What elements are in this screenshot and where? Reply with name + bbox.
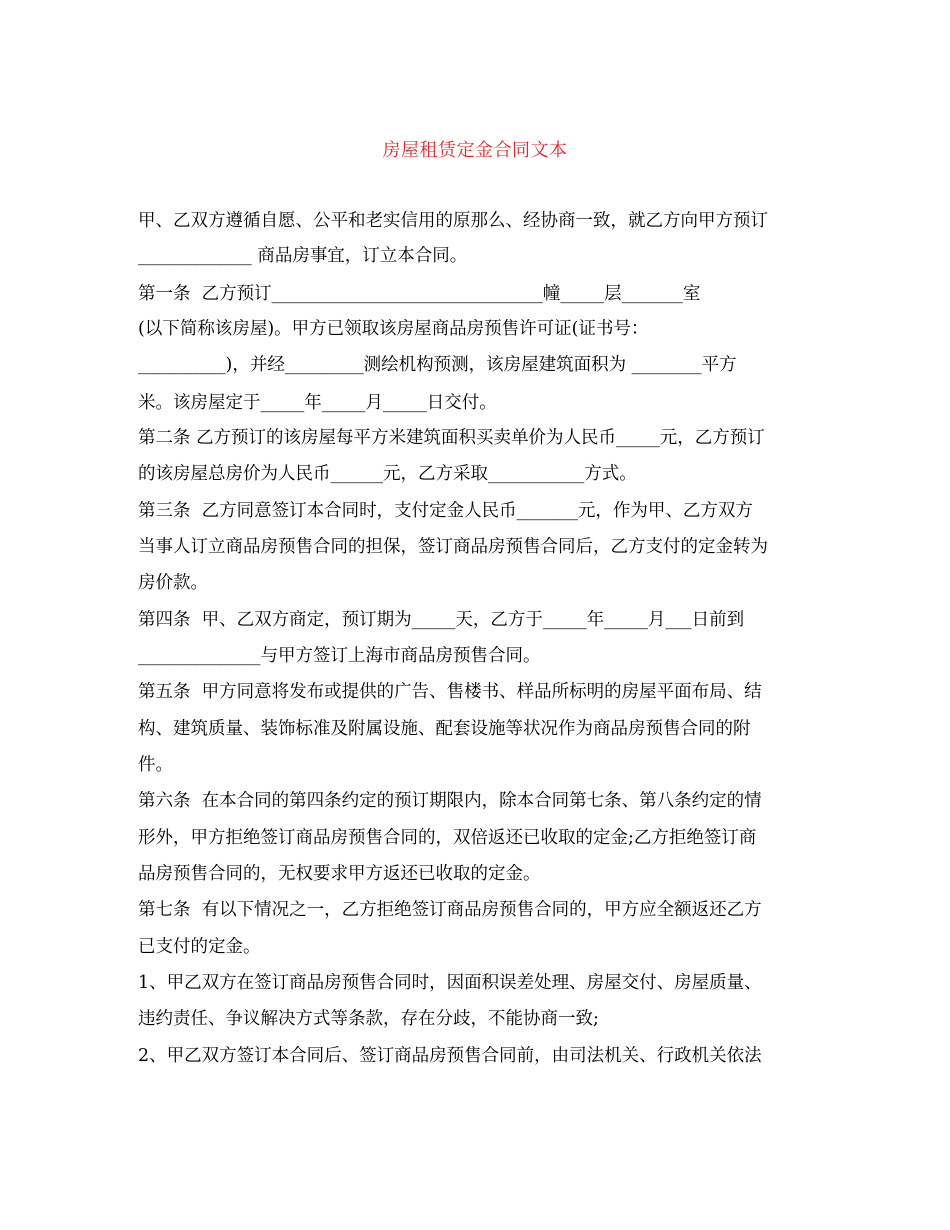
body-line: 第二条 乙方预订的该房屋每平方米建筑面积买卖单价为人民币_____元，乙方预订: [138, 428, 765, 448]
body-line: (以下简称该房屋)。甲方已领取该房屋商品房预售许可证(证书号：: [138, 319, 649, 339]
body-line: 第三条 乙方同意签订本合同时，支付定金人民币_______元，作为甲、乙方双方: [138, 501, 753, 521]
body-line: 已支付的定金。: [138, 937, 261, 957]
body-line: 件。: [138, 755, 173, 775]
body-line: 第七条 有以下情况之一，乙方拒绝签订商品房预售合同的，甲方应全额返还乙方: [138, 900, 762, 920]
body-line: 第六条 在本合同的第四条约定的预订期限内，除本合同第七条、第八条约定的情: [138, 791, 762, 811]
body-line: 1、甲乙双方在签订商品房预售合同时，因面积误差处理、房屋交付、房屋质量、: [138, 973, 762, 993]
body-line: 构、建筑质量、装饰标准及附属设施、配套设施等状况作为商品房预售合同的附: [138, 719, 751, 739]
body-line: 2、甲乙双方签订本合同后、签订商品房预售合同前，由司法机关、行政机关依法: [138, 1046, 762, 1066]
body-line: 米。该房屋定于_____年_____月_____日交付。: [138, 393, 497, 413]
body-line: _____________ 商品房事宜，订立本合同。: [138, 246, 468, 266]
body-line: 当事人订立商品房预售合同的担保，签订商品房预售合同后，乙方支付的定金转为: [138, 537, 768, 557]
body-line: 甲、乙双方遵循自愿、公平和老实信用的原那么、经协商一致，就乙方向甲方预订: [138, 211, 768, 231]
body-line: 第五条 甲方同意将发布或提供的广告、售楼书、样品所标明的房屋平面布局、结: [138, 682, 762, 702]
body-line: 第四条 甲、乙双方商定，预订期为_____天，乙方于_____年_____月___日前到: [138, 610, 745, 630]
body-line: 的该房屋总房价为人民币______元，乙方采取___________方式。: [138, 464, 637, 484]
body-line: 违约责任、争议解决方式等条款，存在分歧，不能协商一致;: [138, 1009, 599, 1029]
body-line: 形外，甲方拒绝签订商品房预售合同的，双倍返还已收取的定金;乙方拒绝签订商: [138, 828, 757, 848]
body-line: 品房预售合同的，无权要求甲方返还已收取的定金。: [138, 864, 541, 884]
body-line: __________)，并经_________测绘机构预测，该房屋建筑面积为 ________平方: [138, 355, 737, 375]
body-line: 房价款。: [138, 573, 208, 593]
document-title: 房屋租赁定金合同文本: [382, 140, 568, 161]
body-line: 第一条 乙方预订_______________________________幢_____层_______室: [138, 284, 701, 304]
body-line: ______________与甲方签订上海市商品房预售合同。: [138, 646, 541, 666]
